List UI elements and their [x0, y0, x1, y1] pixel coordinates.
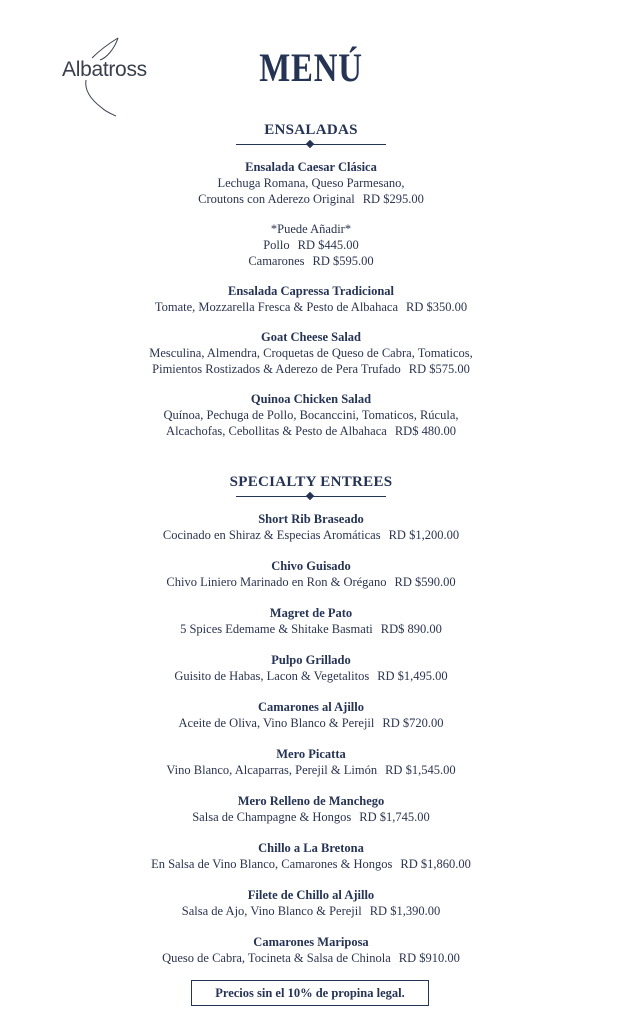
item-price: RD $910.00 [398, 951, 460, 965]
addons-header: *Puede Añadir* [270, 222, 352, 236]
section-title-ensaladas: ENSALADAS [264, 122, 358, 138]
menu-item-chillo-bretona [0, 840, 622, 872]
item-price: RD $1,860.00 [400, 857, 471, 871]
menu-item-pulpo [0, 652, 622, 684]
tip-notice: Precios sin el 10% de propina legal. [191, 980, 429, 1006]
item-price: RD $1,745.00 [359, 810, 430, 824]
item-desc: Cocinado en Shiraz & Especias Aromáticas RD $1,200.00 [162, 528, 460, 542]
item-name: Filete de Chillo al Ajillo [247, 888, 375, 902]
item-price: RD $445.00 [297, 238, 359, 252]
ensaladas-section [0, 122, 622, 439]
item-desc: Croutons con Aderezo Original RD $295.00 [198, 192, 424, 206]
section-divider [236, 141, 386, 149]
item-price: RD $1,495.00 [377, 669, 448, 683]
item-price: RD $720.00 [382, 716, 444, 730]
item-price: RD $595.00 [312, 254, 374, 268]
menu-item-mero-picatta [0, 746, 622, 778]
item-price: RD $1,200.00 [388, 528, 460, 542]
item-name: Short Rib Braseado [258, 512, 364, 526]
addon-item: Pollo RD $445.00 [263, 238, 359, 252]
item-desc: Quínoa, Pechuga de Pollo, Bocanccini, Tomaticos, Rúcula, [163, 408, 459, 422]
menu-item-capressa [0, 283, 622, 315]
item-name: Ensalada Caesar Clásica [245, 160, 377, 174]
item-desc: Pimientos Rostizados & Aderezo de Pera Trufado RD $575.00 [152, 362, 470, 376]
menu-item-magret [0, 605, 622, 637]
menu-item-camarones-ajillo [0, 699, 622, 731]
item-desc: Queso de Cabra, Tocineta & Salsa de Chinola RD $910.00 [162, 951, 460, 965]
item-desc: Chivo Liniero Marinado en Ron & Orégano RD $590.00 [166, 575, 456, 589]
item-name: Quinoa Chicken Salad [250, 392, 372, 406]
entrees-section [0, 474, 622, 966]
item-name: Pulpo Grillado [271, 653, 351, 667]
item-name: Camarones al Ajillo [257, 700, 365, 714]
item-name: Ensalada Capressa Tradicional [227, 284, 394, 298]
item-desc: 5 Spices Edemame & Shitake Basmati RD$ 890.00 [180, 622, 442, 636]
page-title: MENÚ [259, 45, 363, 90]
menu-item-filete-chillo [0, 887, 622, 919]
section-title-entrees: SPECIALTY ENTREES [229, 474, 393, 490]
menu-item-caesar [0, 159, 622, 207]
item-desc: Alcachofas, Cebollitas & Pesto de Albahaca RD$ 480.00 [166, 424, 456, 438]
item-name: Chivo Guisado [271, 559, 351, 573]
item-price: RD $1,390.00 [369, 904, 441, 918]
item-desc: Guisito de Habas, Lacon & Vegetalitos RD $1,495.00 [174, 669, 448, 683]
item-name: Mero Picatta [276, 747, 346, 761]
menu-item-chivo [0, 558, 622, 590]
section-divider [236, 493, 386, 501]
item-desc: Lechuga Romana, Queso Parmesano, [217, 176, 405, 190]
item-name: Chillo a La Bretona [258, 841, 364, 855]
item-name: Magret de Pato [269, 606, 353, 620]
item-desc: Vino Blanco, Alcaparras, Perejil & Limón RD $1,545.00 [166, 763, 456, 777]
menu-item-mero-relleno [0, 793, 622, 825]
menu-item-short-rib [0, 511, 622, 543]
addons-block [0, 221, 622, 269]
item-price: RD $350.00 [406, 300, 468, 314]
item-name: Goat Cheese Salad [261, 330, 361, 344]
menu-item-goat-cheese [0, 329, 622, 377]
addon-item: Camarones RD $595.00 [248, 254, 374, 268]
item-price: RD$ 480.00 [394, 424, 456, 438]
menu-item-quinoa [0, 391, 622, 439]
item-price: RD $1,545.00 [385, 763, 456, 777]
item-price: RD $590.00 [394, 575, 456, 589]
item-desc: Mesculina, Almendra, Croquetas de Queso de Cabra, Tomaticos, [149, 346, 473, 360]
menu-item-camarones-mariposa [0, 934, 622, 966]
item-price: RD$ 890.00 [380, 622, 442, 636]
item-desc: Aceite de Oliva, Vino Blanco & Perejil RD $720.00 [178, 716, 444, 730]
item-name: Mero Relleno de Manchego [237, 794, 385, 808]
item-price: RD $295.00 [362, 192, 424, 206]
item-desc: En Salsa de Vino Blanco, Camarones & Hongos RD $1,860.00 [151, 857, 471, 871]
item-desc: Salsa de Ajo, Vino Blanco & Perejil RD $1,390.00 [181, 904, 441, 918]
item-price: RD $575.00 [408, 362, 470, 376]
item-desc: Tomate, Mozzarella Fresca & Pesto de Albahaca RD $350.00 [154, 300, 468, 314]
logo-text: Albatross [62, 58, 147, 81]
item-name: Camarones Mariposa [253, 935, 369, 949]
item-desc: Salsa de Champagne & Hongos RD $1,745.00 [192, 810, 430, 824]
